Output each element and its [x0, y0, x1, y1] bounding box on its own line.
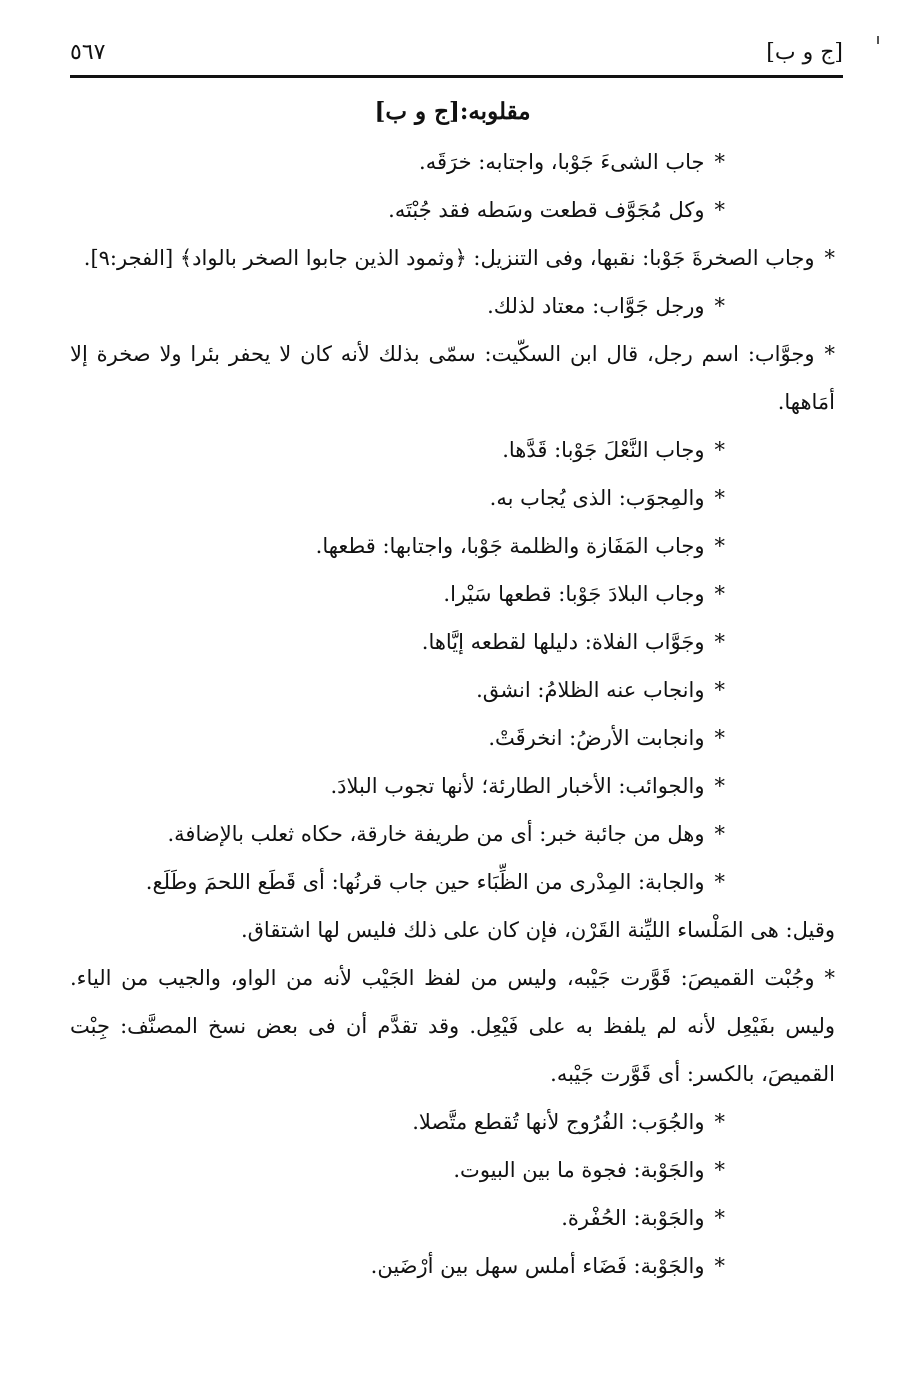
entry-text: وجاب البلادَ جَوْبا: قطعها سَيْرا. [443, 582, 705, 606]
entry-text: والجَوْبة: فَضَاء أملس سهل بين أرْضَين. [370, 1254, 705, 1278]
entry [70, 714, 835, 762]
entry [70, 186, 835, 234]
entry [70, 1194, 835, 1242]
entry [70, 426, 835, 474]
asterisk-icon: * [714, 438, 725, 462]
asterisk-icon: * [714, 150, 725, 174]
entry [70, 858, 835, 906]
page-body [70, 92, 835, 1290]
entry [70, 1098, 835, 1146]
asterisk-icon: * [714, 1110, 725, 1134]
entry [70, 618, 835, 666]
entry [70, 762, 835, 810]
asterisk-icon: * [714, 534, 725, 558]
asterisk-icon: * [714, 1158, 725, 1182]
asterisk-icon: * [714, 1254, 725, 1278]
entry-text: والجُوَب: الفُرُوج لأنها تُقطع متَّصلا. [412, 1110, 705, 1134]
entry [70, 330, 835, 426]
asterisk-icon: * [714, 294, 725, 318]
entry-text: والمِجوَب: الذى يُجاب به. [489, 486, 705, 510]
entry-text: وجاب المَفَازة والظلمة جَوْبا، واجتابها: قطعها. [315, 534, 705, 558]
entry-text: والجَوْبة: فجوة ما بين البيوت. [453, 1158, 705, 1182]
header-rule [70, 75, 843, 78]
entry-text: وجاب الصخرةَ جَوْبا: نقبها، وفى التنزيل: ﴿وثمود الذين جابوا الصخر بالواد﴾ [الفجر:٩]. [83, 246, 815, 270]
entry-text: وجاب النَّعْلَ جَوْبا: قَدَّها. [502, 438, 705, 462]
entry [70, 666, 835, 714]
entry [70, 1146, 835, 1194]
header-root-label: [ج و ب] [766, 40, 843, 65]
asterisk-icon: * [824, 966, 835, 990]
entry-text: جاب الشىءَ جَوْبا، واجتابه: خرَقَه. [419, 150, 705, 174]
entry-text: والجَوْبة: الحُفْرة. [561, 1206, 705, 1230]
entry [70, 570, 835, 618]
entry [70, 1242, 835, 1290]
asterisk-icon: * [714, 774, 725, 798]
entry [70, 522, 835, 570]
page-header [70, 30, 843, 78]
asterisk-icon: * [714, 1206, 725, 1230]
scan-edge-mark [877, 36, 879, 44]
entry [70, 138, 835, 186]
entry-text: وقيل: هى المَلْساء الليِّنة القَرْن، فإن كان على ذلك فليس لها اشتقاق. [240, 918, 835, 942]
asterisk-icon: * [714, 822, 725, 846]
section-title: مقلوبه:[ج و ب] [374, 98, 531, 125]
entry [70, 810, 835, 858]
entry-text: وانجابت الأرضُ: انخرقَتْ. [488, 726, 705, 750]
asterisk-icon: * [714, 870, 725, 894]
entry-text: والجابة: المِدْرى من الظِّبَاء حين جاب قرنُها: أى قَطَع اللحمَ وطَلَع. [145, 870, 705, 894]
entry-text: وجوَّاب: اسم رجل، قال ابن السكّيت: سمّى بذلك لأنه كان لا يحفر بئرا ولا صخرة إلا أمَاهها. [70, 342, 835, 414]
entry-text: وكل مُجَوَّف قطعت وسَطه فقد جُبْتَه. [388, 198, 705, 222]
asterisk-icon: * [714, 582, 725, 606]
entry [70, 954, 835, 1098]
entry-list [70, 138, 835, 1290]
asterisk-icon: * [714, 630, 725, 654]
asterisk-icon: * [824, 246, 835, 270]
entry [70, 474, 835, 522]
asterisk-icon: * [714, 198, 725, 222]
asterisk-icon: * [714, 486, 725, 510]
entry-text: ورجل جَوَّاب: معتاد لذلك. [487, 294, 705, 318]
entry [70, 234, 835, 282]
entry [70, 282, 835, 330]
entry-text: وجَوَّاب الفلاة: دليلها لقطعه إيَّاها. [421, 630, 705, 654]
entry-text: وجُبْت القميصَ: قَوَّرت جَيْبه، وليس من لفظ الجَيْب لأنه من الواو، والجيب من الياء. وليس بفَيْعِل لأنه لم يلفظ به على فَيْعِل. وقد تقدَّم أن فى بعض نسخ المصنَّف: جِبْت القميصَ، بالكسر: أى قَوَّرت جَيْبه. [70, 966, 835, 1086]
asterisk-icon: * [714, 678, 725, 702]
entry-text: وهل من جائبة خبر: أى من طريفة خارقة، حكاه ثعلب بالإضافة. [167, 822, 705, 846]
page-number: ٥٦٧ [70, 40, 106, 65]
entry [70, 906, 835, 954]
entry-text: والجوائب: الأخبار الطارئة؛ لأنها تجوب البلادَ. [330, 774, 705, 798]
entry-text: وانجاب عنه الظلامُ: انشق. [476, 678, 705, 702]
asterisk-icon: * [714, 726, 725, 750]
asterisk-icon: * [824, 342, 835, 366]
